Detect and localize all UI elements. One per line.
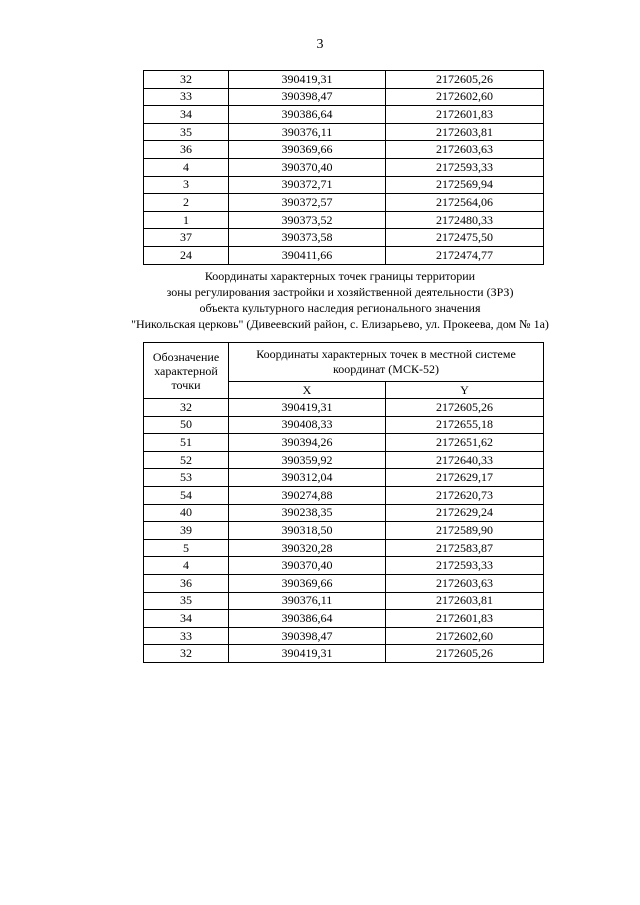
y-coordinate-cell: 2172629,17	[386, 469, 544, 487]
x-coordinate-cell: 390419,31	[229, 645, 386, 663]
x-coordinate-cell: 390369,66	[229, 141, 386, 159]
x-coordinate-cell: 390376,11	[229, 592, 386, 610]
table-row	[144, 627, 544, 645]
x-coordinate-cell: 390411,66	[229, 246, 386, 264]
table-row	[144, 399, 544, 417]
x-coordinate-cell: 390398,47	[229, 627, 386, 645]
point-number-cell: 1	[144, 211, 229, 229]
x-coordinate-cell: 390312,04	[229, 469, 386, 487]
caption-line-4: "Никольская церковь" (Дивеевский район, с. Елизарьево, ул. Прокеева, дом № 1а)	[131, 317, 549, 331]
point-number-cell: 50	[144, 416, 229, 434]
point-number-cell: 32	[144, 71, 229, 89]
table-row	[144, 434, 544, 452]
table-row	[144, 610, 544, 628]
point-number-cell: 36	[144, 574, 229, 592]
x-coordinate-cell: 390274,88	[229, 486, 386, 504]
y-coordinate-cell: 2172655,18	[386, 416, 544, 434]
y-coordinate-cell: 2172601,83	[386, 610, 544, 628]
table-row	[144, 486, 544, 504]
table-row	[144, 176, 544, 194]
table-row	[144, 557, 544, 575]
point-number-cell: 4	[144, 557, 229, 575]
table-row	[144, 158, 544, 176]
header-y: Y	[386, 382, 544, 399]
y-coordinate-cell: 2172602,60	[386, 627, 544, 645]
point-number-cell: 40	[144, 504, 229, 522]
point-number-cell: 39	[144, 522, 229, 540]
y-coordinate-cell: 2172605,26	[386, 645, 544, 663]
table-row	[144, 504, 544, 522]
y-coordinate-cell: 2172629,24	[386, 504, 544, 522]
y-coordinate-cell: 2172480,33	[386, 211, 544, 229]
table-row	[144, 88, 544, 106]
y-coordinate-cell: 2172474,77	[386, 246, 544, 264]
x-coordinate-cell: 390372,57	[229, 194, 386, 212]
table-row	[144, 469, 544, 487]
caption-line-1: Координаты характерных точек границы территории	[204, 269, 476, 283]
y-coordinate-cell: 2172564,06	[386, 194, 544, 212]
table-row	[144, 592, 544, 610]
x-coordinate-cell: 390376,11	[229, 123, 386, 141]
y-coordinate-cell: 2172640,33	[386, 451, 544, 469]
y-coordinate-cell: 2172620,73	[386, 486, 544, 504]
y-coordinate-cell: 2172569,94	[386, 176, 544, 194]
y-coordinate-cell: 2172605,26	[386, 399, 544, 417]
point-number-cell: 37	[144, 229, 229, 247]
point-number-cell: 35	[144, 123, 229, 141]
y-coordinate-cell: 2172602,60	[386, 88, 544, 106]
point-number-cell: 4	[144, 158, 229, 176]
y-coordinate-cell: 2172603,63	[386, 141, 544, 159]
table-caption	[0, 268, 640, 332]
point-number-cell: 5	[144, 539, 229, 557]
header-coordinates-label: Координаты характерных точек в местной системе координат (МСК-52)	[229, 343, 544, 382]
y-coordinate-cell: 2172589,90	[386, 522, 544, 540]
page-number: 3	[316, 37, 324, 52]
point-number-cell: 3	[144, 176, 229, 194]
point-number-cell: 24	[144, 246, 229, 264]
point-number-cell: 2	[144, 194, 229, 212]
table-row	[144, 229, 544, 247]
point-number-cell: 54	[144, 486, 229, 504]
table-row	[144, 451, 544, 469]
point-number-cell: 51	[144, 434, 229, 452]
y-coordinate-cell: 2172601,83	[386, 106, 544, 124]
y-coordinate-cell: 2172605,26	[386, 71, 544, 89]
table2-body	[144, 399, 544, 663]
x-coordinate-cell: 390398,47	[229, 88, 386, 106]
caption-line-3: объекта культурного наследия регионального значения	[199, 301, 481, 315]
table-row	[144, 246, 544, 264]
table1-body	[144, 71, 544, 265]
footer-divider	[299, 662, 427, 663]
header-row	[144, 343, 544, 382]
y-coordinate-cell: 2172603,81	[386, 592, 544, 610]
x-coordinate-cell: 390370,40	[229, 158, 386, 176]
table-row	[144, 416, 544, 434]
x-coordinate-cell: 390359,92	[229, 451, 386, 469]
header-point-label: Обозначение характерной точки	[144, 343, 229, 399]
point-number-cell: 36	[144, 141, 229, 159]
y-coordinate-cell: 2172593,33	[386, 557, 544, 575]
caption-line-2: зоны регулирования застройки и хозяйственной деятельности (ЗРЗ)	[166, 285, 514, 299]
x-coordinate-cell: 390369,66	[229, 574, 386, 592]
point-number-cell: 33	[144, 88, 229, 106]
table-row	[144, 123, 544, 141]
point-number-cell: 52	[144, 451, 229, 469]
x-coordinate-cell: 390419,31	[229, 399, 386, 417]
x-coordinate-cell: 390372,71	[229, 176, 386, 194]
x-coordinate-cell: 390238,35	[229, 504, 386, 522]
table-row	[144, 71, 544, 89]
y-coordinate-cell: 2172593,33	[386, 158, 544, 176]
point-number-cell: 34	[144, 106, 229, 124]
table-row	[144, 522, 544, 540]
table-row	[144, 194, 544, 212]
table2-header	[144, 343, 544, 399]
point-number-cell: 32	[144, 399, 229, 417]
x-coordinate-cell: 390386,64	[229, 106, 386, 124]
y-coordinate-cell: 2172603,81	[386, 123, 544, 141]
table-row	[144, 141, 544, 159]
point-number-cell: 34	[144, 610, 229, 628]
table-row	[144, 539, 544, 557]
x-coordinate-cell: 390373,58	[229, 229, 386, 247]
x-coordinate-cell: 390320,28	[229, 539, 386, 557]
x-coordinate-cell: 390419,31	[229, 71, 386, 89]
table-row	[144, 645, 544, 663]
coordinates-table-continued	[143, 70, 544, 265]
table-row	[144, 574, 544, 592]
y-coordinate-cell: 2172583,87	[386, 539, 544, 557]
x-coordinate-cell: 390386,64	[229, 610, 386, 628]
point-number-cell: 33	[144, 627, 229, 645]
y-coordinate-cell: 2172603,63	[386, 574, 544, 592]
point-number-cell: 35	[144, 592, 229, 610]
zrz-coordinates-table	[143, 342, 544, 663]
x-coordinate-cell: 390318,50	[229, 522, 386, 540]
y-coordinate-cell: 2172475,50	[386, 229, 544, 247]
x-coordinate-cell: 390394,26	[229, 434, 386, 452]
point-number-cell: 53	[144, 469, 229, 487]
table-row	[144, 106, 544, 124]
y-coordinate-cell: 2172651,62	[386, 434, 544, 452]
x-coordinate-cell: 390373,52	[229, 211, 386, 229]
table-row	[144, 211, 544, 229]
x-coordinate-cell: 390370,40	[229, 557, 386, 575]
x-coordinate-cell: 390408,33	[229, 416, 386, 434]
point-number-cell: 32	[144, 645, 229, 663]
header-x: X	[229, 382, 386, 399]
